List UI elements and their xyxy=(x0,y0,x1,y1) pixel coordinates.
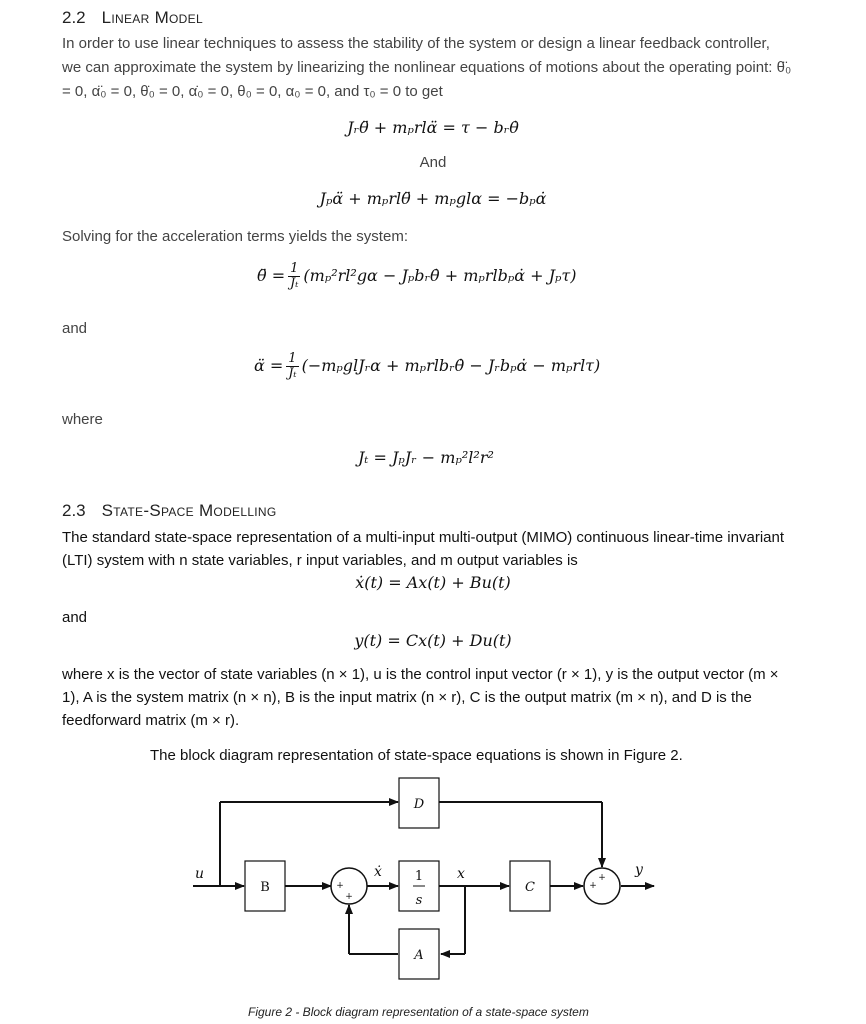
solving-text: Solving for the acceleration terms yields the system: xyxy=(62,228,408,245)
sum2-plus-left: + xyxy=(589,881,597,891)
eq4-lhs: α̈ = xyxy=(254,356,284,375)
eq4-fraction xyxy=(286,352,298,381)
equation-5: Jₜ = JₚJᵣ − mₚ²l²r² xyxy=(358,448,494,467)
figure-caption: Figure 2 - Block diagram representation of a state-space system xyxy=(248,1005,589,1019)
where-text: where xyxy=(62,411,103,428)
sum1-plus-bottom: + xyxy=(345,892,353,902)
block-diagram-intro: The block diagram representation of state-space equations is shown in Figure 2. xyxy=(150,747,683,764)
section-number: 2.3 xyxy=(62,501,86,520)
sum2-plus-top: + xyxy=(598,873,606,883)
section-2-2-heading xyxy=(62,8,203,28)
linear-model-paragraph: In order to use linear techniques to assess the stability of the system or design a linear feedback controller, we can approximate the system by linearizing the nonlinear equations of motions about the operating point: θ̈₀ = 0, α̈₀ = 0, θ̇₀ = 0, α̇₀ = 0, θ₀ = 0, α₀ = 0, and τ₀ = 0 to get xyxy=(62,35,792,100)
eq4-numerator: 1 xyxy=(288,351,297,366)
A-label: A xyxy=(414,948,424,963)
equation-2: Jₚα̈ + mₚrlθ̈ + mₚglα = −bₚα̇ xyxy=(319,189,547,208)
and-text-2: and xyxy=(62,609,88,626)
section-2-3-heading xyxy=(62,501,277,521)
block-diagram xyxy=(0,770,866,1000)
eq3-fraction xyxy=(288,262,300,291)
eq3-numerator: 1 xyxy=(290,261,299,276)
where-paragraph: where x is the vector of state variables (n × 1), u is the control input vector (r × 1), y is the output vector (m × 1), A is the system matrix (n × n), B is the input matrix (n × r), C is the output matrix (m × n), and D is the feedforward matrix (m × r). xyxy=(62,666,779,729)
equation-4 xyxy=(254,352,600,381)
section-title: Linear Model xyxy=(101,8,203,27)
sum1-plus-left: + xyxy=(336,881,344,891)
y-label: y xyxy=(635,862,643,878)
and-centered-text: And xyxy=(419,154,447,171)
integrator-numerator: 1 xyxy=(414,869,424,884)
and-text-1: and xyxy=(62,320,88,337)
equation-6: ẋ(t) = Ax(t) + Bu(t) xyxy=(355,573,511,592)
eq4-rhs: (−mₚglJᵣα + mₚrlbᵣθ̇ − Jᵣbₚα̇ − mₚrlτ) xyxy=(301,356,601,375)
eq3-denominator: Jₜ xyxy=(290,276,299,291)
D-label: D xyxy=(413,797,425,812)
x-label: x xyxy=(457,866,465,882)
C-label: C xyxy=(525,880,535,895)
equation-1: Jᵣθ̈ + mₚrlα̈ = τ − bᵣθ̇ xyxy=(347,118,519,137)
section-number: 2.2 xyxy=(62,8,86,27)
equation-3 xyxy=(257,262,577,291)
integrator-denominator: s xyxy=(415,893,423,908)
eq4-denominator: Jₜ xyxy=(288,366,297,381)
state-space-paragraph: The standard state-space representation of a multi-input multi-output (MIMO) continuous linear-time invariant (LTI) system with n state variables, r input variables, and m output variables is xyxy=(62,529,784,569)
u-label: u xyxy=(195,866,205,882)
equation-7: y(t) = Cx(t) + Du(t) xyxy=(354,631,512,650)
xdot-label: ẋ xyxy=(374,864,382,880)
section-title: State-Space Modelling xyxy=(101,501,277,520)
eq3-lhs: θ̈ = xyxy=(257,266,286,285)
B-label: B xyxy=(260,880,270,895)
eq3-rhs: (mₚ²rl²gα − Jₚbᵣθ̇ + mₚrlbₚα̇ + Jₚτ) xyxy=(303,266,577,285)
